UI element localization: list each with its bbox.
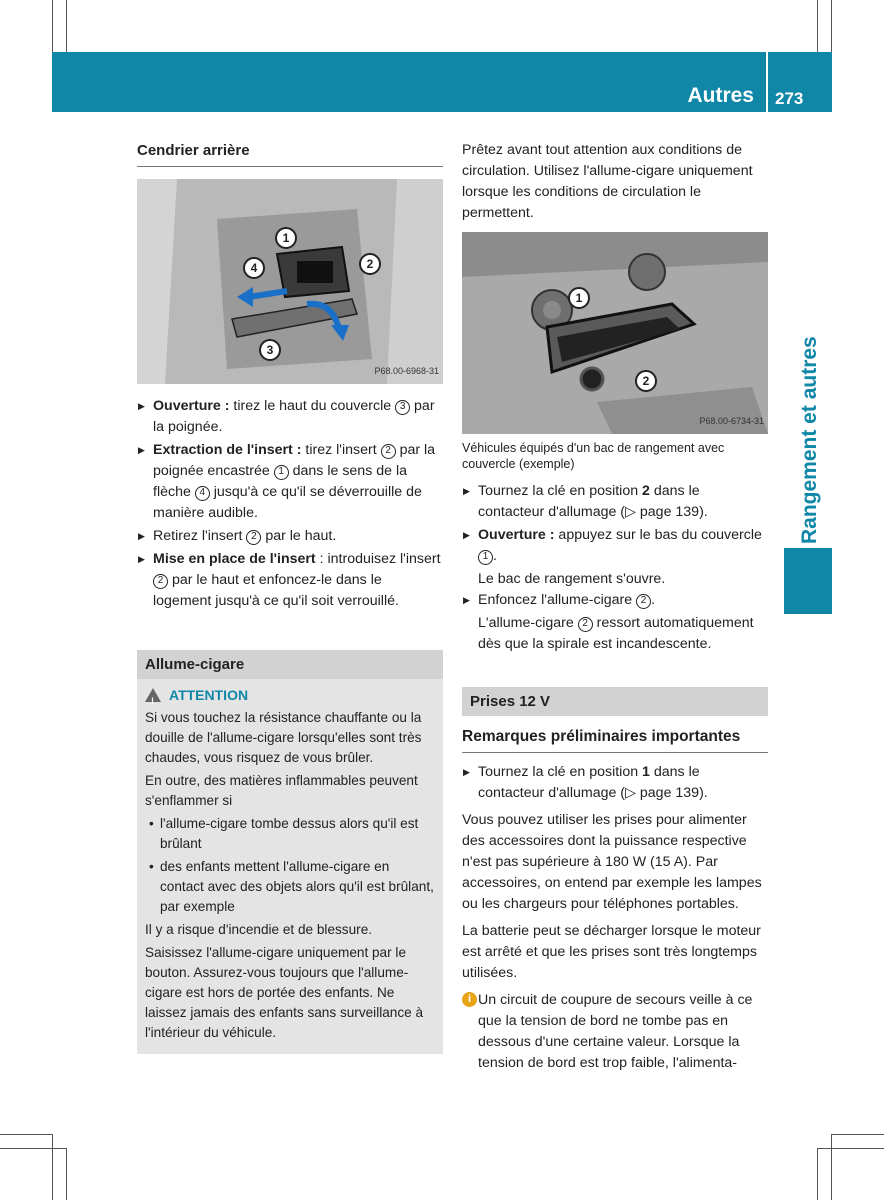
right-column [462, 140, 768, 1074]
warning-title: !ATTENTION [145, 685, 435, 705]
section-band-sockets: Prises 12 V [462, 687, 768, 716]
info-note: i Un circuit de coupure de secours veille à ce que la tension de bord ne tombe pas en dessous d'une certaine valeur. Lorsque la tension de bord est trop faible, l'alimenta- [462, 990, 768, 1074]
intro-paragraph: Prêtez avant tout attention aux conditions de circulation. Utilisez l'allume-cigare uniquement lorsque les conditions de circulation le permettent. [462, 142, 753, 221]
section-heading-ashtray: Cendrier arrière [137, 140, 443, 167]
side-tab-label: Rangement et autres [798, 336, 821, 544]
callout-2: 2 [359, 253, 381, 275]
figure-code: P68.00-6968-31 [374, 366, 439, 376]
warning-bullet: • l'allume-cigare tombe dessus alors qu'il est brûlant [145, 814, 435, 854]
ashtray-figure [137, 179, 443, 384]
left-column [137, 140, 443, 1054]
header-separator [766, 52, 768, 112]
page-number: 273 [775, 89, 804, 108]
step-lift-insert: ▶ Retirez l'insert 2 par le haut. [137, 526, 443, 547]
figure-caption: Véhicules équipés d'un bac de rangement avec couvercle (exemple) [462, 441, 725, 471]
info-icon: i [462, 992, 477, 1007]
step-open-lid: ▶ Ouverture : appuyez sur le bas du couvercle 1 . [462, 525, 768, 567]
warning-text: Il y a risque d'incendie et de blessure. [145, 922, 373, 937]
step-push-lighter: ▶ Enfoncez l'allume-cigare 2 . [462, 590, 768, 611]
step-open: ▶ Ouverture : tirez le haut du couvercle 3 par la poignée. [137, 396, 443, 438]
crop-mark [817, 0, 818, 52]
lighter-figure [462, 232, 768, 434]
crop-mark [817, 1148, 818, 1200]
step-ignition-1: ▶ Tournez la clé en position 1 dans le contacteur d'allumage (▷ page 139). [462, 762, 768, 804]
crop-mark [66, 0, 67, 52]
warning-text: Si vous touchez la résistance chauffante ou la douille de l'allume-cigare lorsqu'elles sont très chaudes, vous risquez de vous brûler. [145, 710, 422, 765]
callout-3: 3 [259, 339, 281, 361]
step-result: L'allume-cigare 2 ressort automatiquement dès que la spirale est incandescente. [478, 615, 754, 652]
side-tab-marker [784, 548, 832, 614]
callout-1: 1 [275, 227, 297, 249]
section-band-lighter: Allume-cigare [137, 650, 443, 679]
sockets-paragraph: Vous pouvez utiliser les prises pour alimenter des accessoires dont la puissance respective n'est pas supérieure à 180 W (15 A). Par accessoires, on entend par exemple les lampes ou les chargeurs pour téléphones portables. [462, 812, 762, 912]
callout-2: 2 [635, 370, 657, 392]
ashtray-illustration [137, 179, 443, 384]
crop-mark [831, 1134, 832, 1200]
crop-mark [52, 1134, 53, 1200]
warning-triangle-icon [145, 688, 161, 702]
figure-code: P68.00-6734-31 [699, 416, 764, 426]
step-remove-insert: ▶ Extraction de l'insert : tirez l'insert 2 par la poignée encastrée 1 dans le sens de la flèche 4 jusqu'à ce qu'il se déverrouille de manière audible. [137, 440, 443, 524]
crop-mark [66, 1148, 67, 1200]
warning-text: Saisissez l'allume-cigare uniquement par le bouton. Assurez-vous toujours que l'allume-cigare est hors de portée des enfants. Ne laissez jamais des enfants sans surveillance à l'intérieur du véhicule. [145, 945, 424, 1040]
warning-text: En outre, des matières inflammables peuvent s'enflammer si [145, 773, 418, 808]
lighter-section [137, 650, 443, 1054]
callout-4: 4 [243, 257, 265, 279]
crop-mark [52, 0, 53, 52]
crop-mark [0, 1134, 52, 1135]
step-install-insert: ▶ Mise en place de l'insert : introduisez l'insert 2 par le haut et enfoncez-le dans le logement jusqu'à ce qu'il soit verrouillé. [137, 549, 443, 612]
step-result: Le bac de rangement s'ouvre. [478, 571, 666, 587]
crop-mark [0, 1148, 66, 1149]
lighter-illustration [462, 232, 768, 434]
battery-paragraph: La batterie peut se décharger lorsque le moteur est arrêté et que les prises sont très longtemps utilisées. [462, 923, 761, 981]
warning-bullet: • des enfants mettent l'allume-cigare en contact avec des objets alors qu'il est brûlant, par exemple [145, 857, 435, 917]
step-ignition: ▶ Tournez la clé en position 2 dans le contacteur d'allumage (▷ page 139). [462, 481, 768, 523]
crop-mark [817, 1148, 884, 1149]
chapter-title: Autres [687, 84, 754, 107]
ashtray-steps [137, 396, 443, 612]
warning-box [137, 679, 443, 1054]
crop-mark [831, 1134, 884, 1135]
subheading-preliminary: Remarques préliminaires importantes [462, 726, 768, 753]
callout-1: 1 [568, 287, 590, 309]
crop-mark [831, 0, 832, 52]
